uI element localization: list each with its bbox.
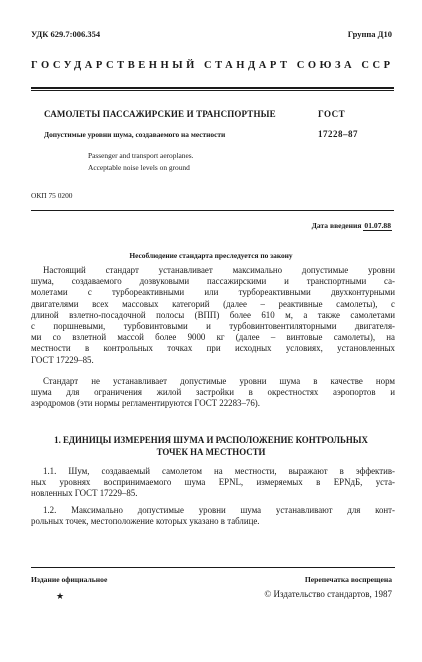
group-code: Группа Д10 bbox=[347, 29, 392, 39]
paragraph-line: Стандарт не устанавливает допустимые уровни шума в качестве норм bbox=[43, 376, 395, 386]
paragraph-line: 1.1. Шум, создаваемый самолетом на местности, выражают в эффектив- bbox=[43, 466, 395, 476]
standard-title: САМОЛЕТЫ ПАССАЖИРСКИЕ И ТРАНСПОРТНЫЕ bbox=[44, 109, 276, 119]
udk-code: УДК 629.7:006.354 bbox=[31, 29, 101, 39]
footer-rule bbox=[31, 567, 395, 568]
noncompliance-notice: Несоблюдение стандарта преследуется по закону bbox=[129, 251, 293, 260]
paragraph-line: ми со взлетной массой более 9000 кг (далее – винтовые самолеты), на bbox=[31, 332, 395, 343]
paragraph-line: ГОСТ 17229–85. bbox=[31, 354, 94, 365]
reprint-prohibited: Перепечатка воспрещена bbox=[304, 575, 392, 584]
title-block-rule bbox=[31, 210, 394, 211]
gost-label: ГОСТ bbox=[318, 109, 346, 119]
paragraph-line: аэродромов (эти нормы регламентируются ГОСТ 22283–76). bbox=[31, 398, 260, 409]
official-edition: Издание официальное bbox=[31, 575, 108, 584]
paragraph-line: шума для ограничения жилой застройки в окрестностях аэропортов и bbox=[31, 387, 395, 398]
top-thick-rule bbox=[31, 87, 394, 89]
paragraph-line: 1.2. Максимально допустимые уровни шума устанавливают для конт- bbox=[43, 505, 395, 515]
paragraph-line: местности в контрольных точках при исходных условиях, установленных bbox=[31, 343, 395, 354]
top-thin-rule bbox=[31, 90, 394, 91]
paragraph-line: новленных ГОСТ 17229–85. bbox=[31, 488, 138, 499]
english-title-line-2: Acceptable noise levels on ground bbox=[88, 163, 190, 172]
english-title-line-1: Passenger and transport aeroplanes. bbox=[88, 151, 194, 160]
paragraph-line: шума, создаваемого дозвуковыми пассажирскими и транспортными са- bbox=[31, 276, 395, 287]
standard-subtitle: Допустимые уровни шума, создаваемого на местности bbox=[44, 130, 226, 139]
copyright-notice: © Издательство стандартов, 1987 bbox=[264, 589, 392, 599]
paragraph-scope bbox=[31, 265, 395, 366]
paragraph-exclusion bbox=[31, 376, 395, 410]
introduction-date-value: 01.07.88 bbox=[364, 221, 391, 230]
paragraph-line: двигателями всех массовых категорий (далее – реактивные самолеты), с bbox=[31, 298, 395, 309]
paragraph-line: Настоящий стандарт устанавливает максимально допустимые уровни bbox=[43, 265, 395, 275]
paragraph-line: молетами с турбореактивными или турбореактивными двухконтурными bbox=[31, 287, 395, 298]
paragraph-line: с поршневыми, турбовинтовыми и турбовинтовентиляторными двигателя- bbox=[31, 320, 395, 331]
section-1-heading bbox=[0, 434, 422, 458]
section-heading-line-1: 1. ЕДИНИЦЫ ИЗМЕРЕНИЯ ШУМА И РАСПОЛОЖЕНИЕ КОНТРОЛЬНЫХ bbox=[54, 435, 368, 445]
introduction-date-label: Дата введения bbox=[311, 221, 362, 230]
star-icon: ★ bbox=[56, 591, 65, 601]
paragraph-line: рольных точек, местоположение которых указано в таблице. bbox=[31, 516, 260, 527]
okp-code: ОКП 75 0200 bbox=[31, 191, 73, 200]
paragraph-1-1 bbox=[31, 466, 395, 500]
paragraph-line: ных уровнях воспринимаемого шума EPNL, измеряемых в EPNдБ, уста- bbox=[31, 477, 395, 488]
gost-number: 17228–87 bbox=[318, 129, 358, 139]
state-standard-heading: ГОСУДАРСТВЕННЫЙ СТАНДАРТ СОЮЗА ССР bbox=[31, 60, 394, 71]
paragraph-1-2 bbox=[31, 505, 395, 527]
section-heading-line-2: ТОЧЕК НА МЕСТНОСТИ bbox=[156, 447, 266, 457]
introduction-date bbox=[312, 221, 392, 230]
paragraph-line: длиной взлетно-посадочной полосы (ВПП) более 610 м, а также самолетами bbox=[31, 309, 395, 320]
